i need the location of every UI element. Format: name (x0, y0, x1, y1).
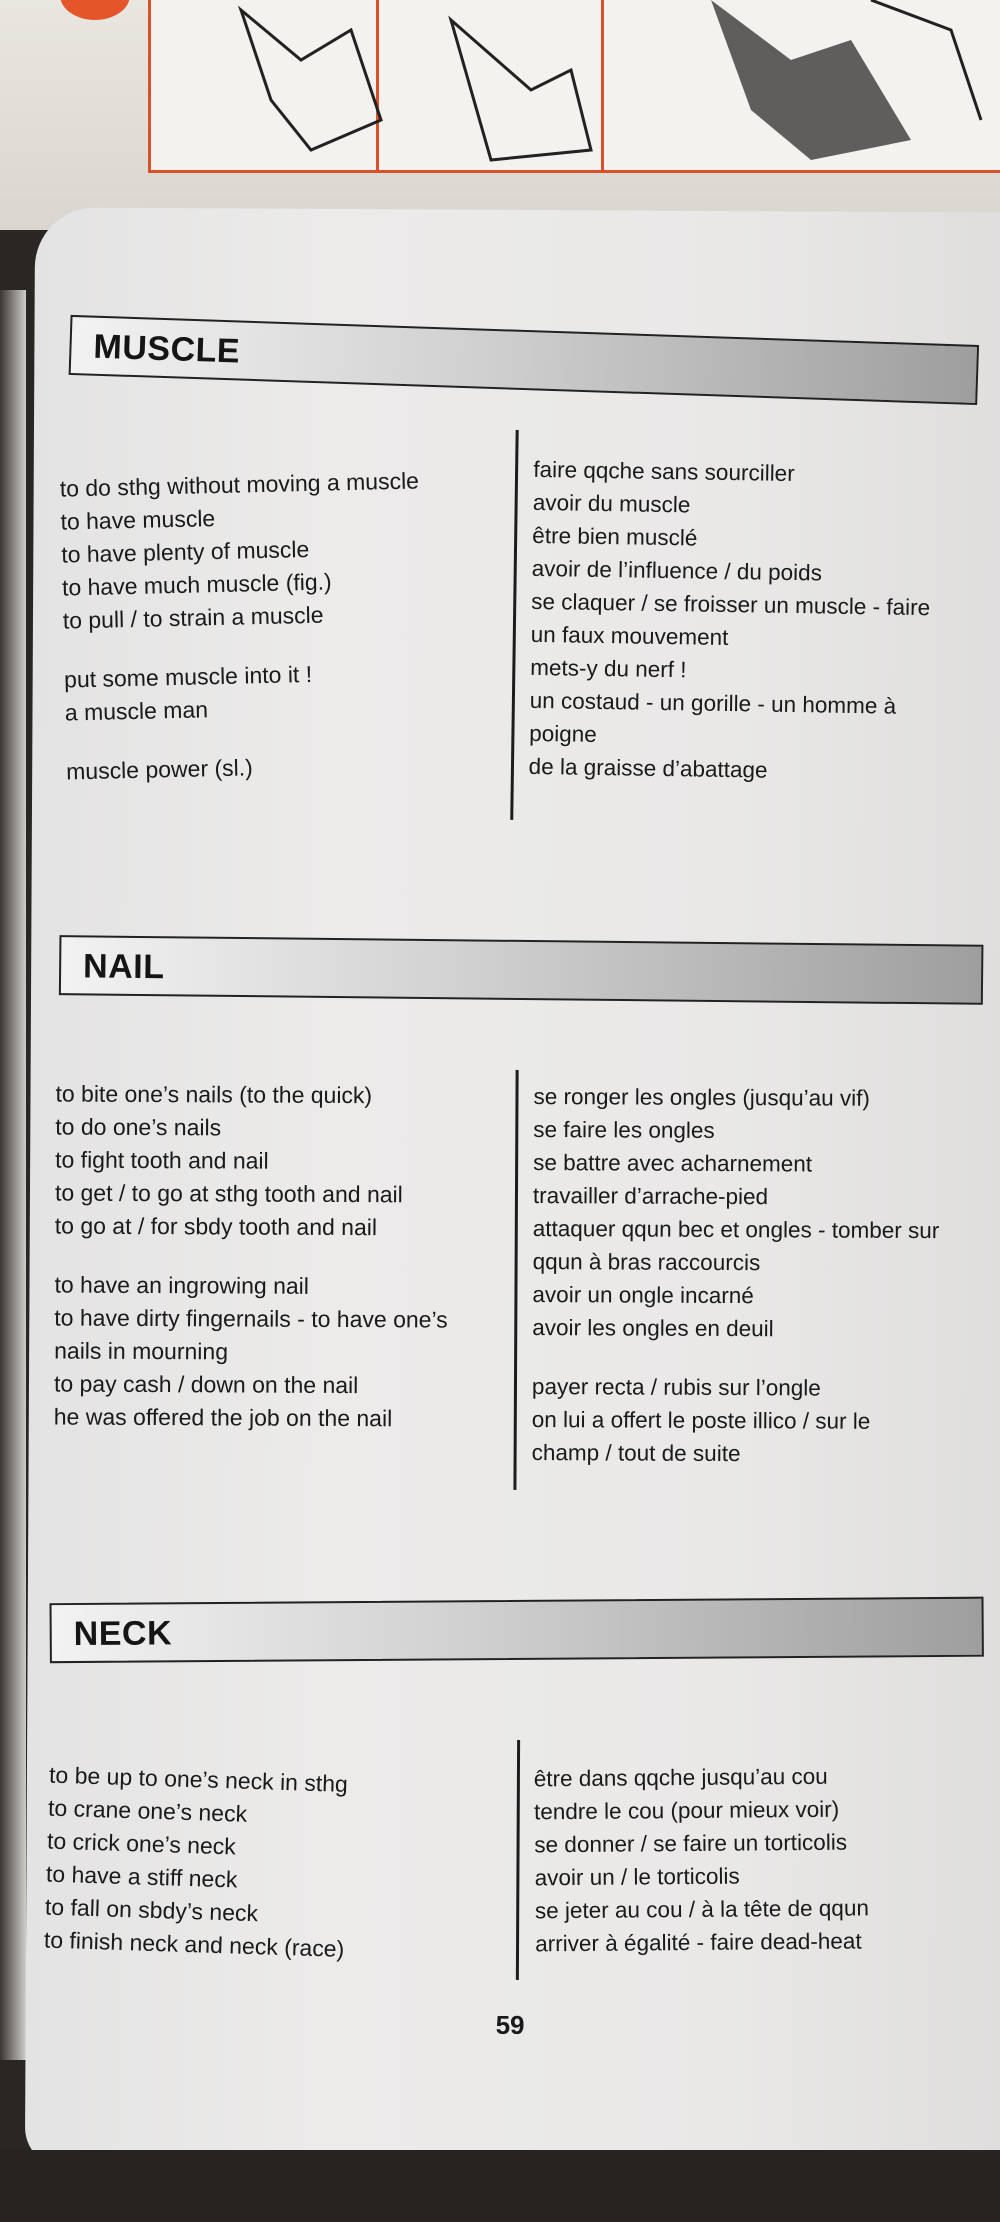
english-entry: a muscle man (64, 696, 209, 726)
page-number: 59 (495, 2009, 525, 2040)
french-entry: se battre avec acharnement (533, 1150, 813, 1177)
column-divider (513, 1070, 518, 1490)
orange-circle-decoration (60, 0, 130, 20)
entry-gap (532, 1344, 939, 1372)
english-entry: nails in mourning (54, 1337, 229, 1365)
english-entry: to pay cash / down on the nail (53, 1370, 359, 1399)
english-entry: to have plenty of muscle (60, 535, 310, 568)
section-muscle (35, 327, 1000, 785)
english-column (59, 464, 425, 788)
entry-gap (55, 1243, 448, 1271)
column-divider (516, 1740, 520, 1980)
english-entry: muscle power (sl.) (65, 754, 254, 785)
english-entry: to get / to go at sthg tooth and nail (54, 1179, 403, 1208)
french-column (528, 453, 932, 789)
french-entry: avoir de l’influence / du poids (531, 555, 823, 586)
french-entry: tendre le cou (pour mieux voir) (533, 1796, 840, 1825)
french-entry: être bien musclé (532, 522, 698, 551)
french-entry: un costaud - un gorille - un homme à (529, 687, 897, 719)
english-entry: to have muscle (60, 505, 216, 535)
sketch-illustration (151, 0, 1000, 170)
section-header-neck (49, 1597, 983, 1664)
column-divider (510, 430, 518, 820)
french-entry: payer recta / rubis sur l’ongle (531, 1374, 821, 1401)
english-entry: to fight tooth and nail (55, 1146, 269, 1174)
background-book-cover (0, 0, 1000, 230)
illustration-panel (148, 0, 1000, 173)
english-entry: put some muscle into it ! (63, 660, 313, 693)
english-entry: to finish neck and neck (race) (43, 1926, 345, 1962)
english-entry: to do one’s nails (55, 1113, 222, 1141)
english-entry: to bite one’s nails (to the quick) (55, 1080, 373, 1109)
section-title: NECK (73, 1614, 173, 1654)
english-entry: he was offered the job on the nail (53, 1403, 393, 1432)
section-title: NAIL (82, 947, 165, 987)
french-entry: se donner / se faire un torticolis (534, 1829, 848, 1858)
french-entry: se faire les ongles (533, 1117, 715, 1143)
french-entry: avoir un ongle incarné (532, 1282, 754, 1309)
english-entry: to be up to one’s neck in sthg (48, 1761, 349, 1797)
english-entry: to fall on sbdy’s neck (44, 1893, 259, 1927)
section-neck (28, 1597, 1000, 1962)
english-entry: to have dirty fingernails - to have one’s (54, 1304, 448, 1333)
english-column (43, 1759, 350, 1966)
left-page-edge (0, 290, 26, 2060)
french-entry: arriver à égalité - faire dead-heat (535, 1928, 862, 1957)
english-entry: to have much muscle (fig.) (61, 568, 332, 601)
french-column (532, 1080, 941, 1471)
french-entry: attaquer qqun bec et ongles - tomber sur (532, 1216, 940, 1244)
book-page (25, 207, 1000, 2172)
french-entry: on lui a offert le poste illico / sur le (531, 1407, 871, 1434)
section-header-muscle (69, 315, 979, 405)
french-entry: faire qqche sans sourciller (533, 456, 795, 487)
section-header-nail (59, 935, 984, 1005)
section-nail (31, 937, 1000, 1467)
english-entry: to have a stiff neck (45, 1860, 238, 1893)
french-entry: qqun à bras raccourcis (532, 1249, 761, 1276)
french-entry: avoir du muscle (532, 489, 691, 518)
french-entry: de la graisse d’abattage (528, 753, 768, 783)
french-entry: mets-y du nerf ! (530, 654, 687, 683)
french-entry: avoir un / le torticolis (534, 1863, 740, 1891)
french-entry: champ / tout de suite (531, 1440, 741, 1467)
french-entry: un faux mouvement (530, 621, 729, 651)
french-entry: se claquer / se froisser un muscle - faire (531, 588, 931, 621)
french-entry: être dans qqche jusqu’au cou (533, 1763, 828, 1792)
english-entry: to pull / to strain a muscle (62, 601, 324, 634)
french-column (534, 1759, 870, 1960)
english-entry: to have an ingrowing nail (54, 1271, 310, 1299)
english-entry: to do sthg without moving a muscle (59, 467, 420, 502)
french-entry: avoir les ongles en deuil (532, 1315, 774, 1342)
french-entry: travailler d’arrache-pied (532, 1183, 769, 1210)
english-entry: to crick one’s neck (46, 1827, 237, 1860)
english-entry: to crane one’s neck (47, 1794, 248, 1827)
desk-surface (0, 2150, 1000, 2222)
french-entry: poigne (528, 720, 597, 747)
english-column (54, 1078, 449, 1436)
french-entry: se ronger les ongles (jusqu’au vif) (533, 1084, 870, 1111)
french-entry: se jeter au cou / à la tête de qqun (534, 1895, 870, 1924)
section-title: MUSCLE (92, 327, 241, 371)
english-entry: to go at / for sbdy tooth and nail (54, 1212, 378, 1241)
